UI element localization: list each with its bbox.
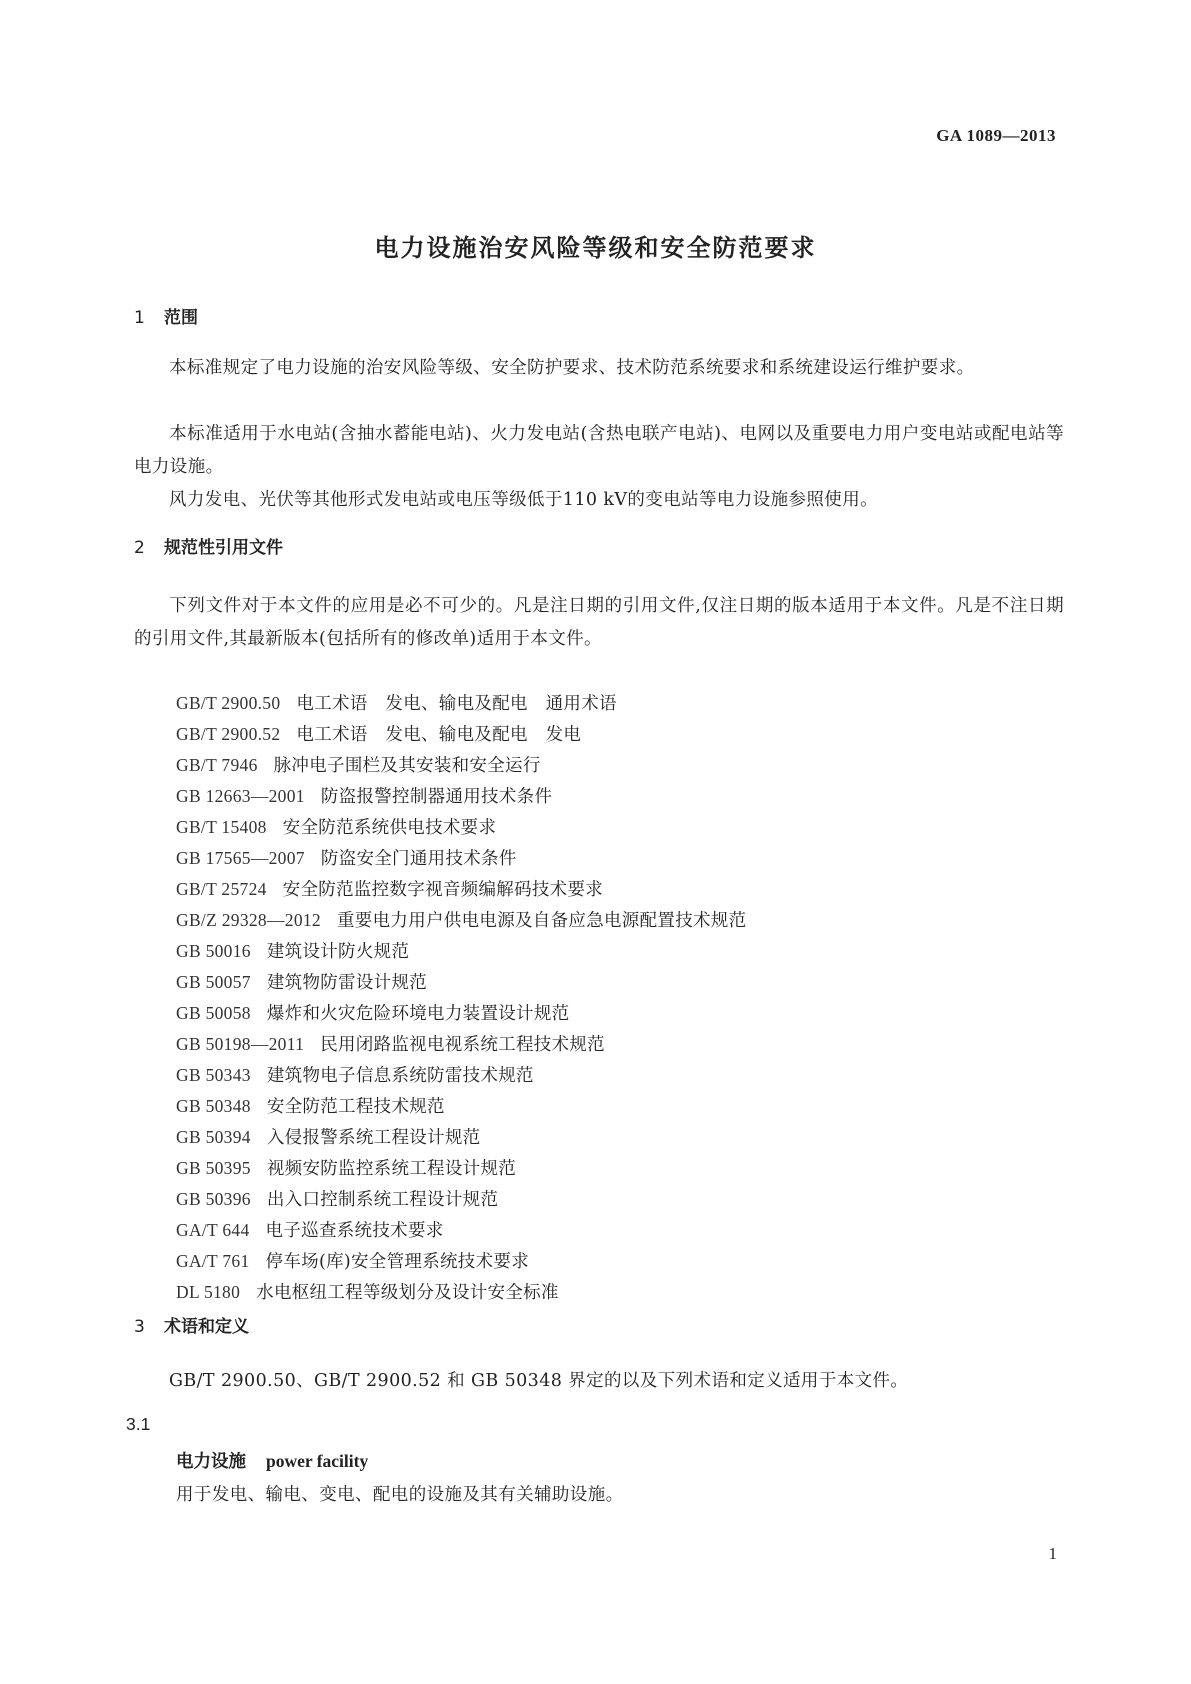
reference-title: 安全防范工程技术规范 — [266, 1097, 445, 1117]
reference-item — [176, 750, 746, 781]
section-heading-normative-references — [134, 533, 283, 558]
reference-item — [176, 905, 746, 936]
reference-code: GB 17565—2007 — [176, 848, 305, 868]
paragraph-text: GB/T 2900.50、GB/T 2900.52 和 GB 50348 界定的以及下列术语和定义适用于本文件。 — [169, 1371, 909, 1391]
paragraph-text: 本标准适用于水电站(含抽水蓄能电站)、火力发电站(含热电联产电站)、电网以及重要电力用户变电站或配电站等电力设施。 — [134, 424, 1064, 477]
reference-code: GB 12663—2001 — [176, 786, 305, 806]
reference-title: 入侵报警系统工程设计规范 — [266, 1128, 481, 1148]
reference-title: 建筑物防雷设计规范 — [266, 973, 428, 993]
reference-item — [176, 1277, 746, 1308]
reference-code: GB 50395 — [176, 1158, 251, 1178]
reference-title: 水电枢纽工程等级划分及设计安全标准 — [256, 1283, 559, 1303]
term-heading — [176, 1448, 368, 1473]
reference-code: GB/T 2900.52 — [176, 724, 281, 744]
reference-title: 防盗安全门通用技术条件 — [320, 849, 517, 869]
reference-code: GB/T 7946 — [176, 755, 258, 775]
reference-title: 民用闭路监视电视系统工程技术规范 — [320, 1035, 605, 1055]
paragraph-text: 本标准规定了电力设施的治安风险等级、安全防护要求、技术防范系统要求和系统建设运行维护要求。 — [169, 358, 975, 378]
reference-list — [176, 688, 746, 1308]
reference-code: GB/T 2900.50 — [176, 693, 281, 713]
paragraph-text: 下列文件对于本文件的应用是必不可少的。凡是注日期的引用文件,仅注日期的版本适用于本文件。凡是不注日期的引用文件,其最新版本(包括所有的修改单)适用于本文件。 — [134, 596, 1064, 649]
reference-title: 出入口控制系统工程设计规范 — [266, 1190, 499, 1210]
reference-item — [176, 719, 746, 750]
reference-item — [176, 1215, 746, 1246]
paragraph-text: 风力发电、光伏等其他形式发电站或电压等级低于110 kV的变电站等电力设施参照使用。 — [169, 490, 879, 510]
reference-title: 重要电力用户供电电源及自备应急电源配置技术规范 — [337, 911, 747, 931]
reference-code: GB/T 25724 — [176, 879, 267, 899]
reference-title: 安全防范系统供电技术要求 — [282, 818, 497, 838]
reference-item — [176, 1122, 746, 1153]
reference-item — [176, 998, 746, 1029]
page-number: 1 — [1048, 1544, 1057, 1563]
reference-title: 停车场(库)安全管理系统技术要求 — [265, 1252, 530, 1272]
reference-code: GB 50394 — [176, 1127, 251, 1147]
reference-code: GB 50343 — [176, 1065, 251, 1085]
term-definition: 用于发电、输电、变电、配电的设施及其有关辅助设施。 — [176, 1485, 624, 1505]
reference-item — [176, 1153, 746, 1184]
reference-title: 防盗报警控制器通用技术条件 — [320, 787, 553, 807]
reference-title: 爆炸和火灾危险环境电力装置设计规范 — [266, 1004, 570, 1024]
section-title: 规范性引用文件 — [164, 538, 283, 558]
section-heading-scope — [134, 303, 198, 328]
reference-code: GB/T 15408 — [176, 817, 267, 837]
section-number: 1 — [134, 308, 145, 328]
reference-title: 脉冲电子围栏及其安装和安全运行 — [273, 756, 541, 776]
document-title: 电力设施治安风险等级和安全防范要求 — [374, 234, 817, 262]
term-number: 3.1 — [126, 1414, 151, 1434]
section-title: 术语和定义 — [164, 1317, 249, 1337]
reference-code: GB 50016 — [176, 941, 251, 961]
reference-item — [176, 688, 746, 719]
reference-item — [176, 843, 746, 874]
section-heading-terms-definitions — [134, 1312, 249, 1337]
reference-code: GB 50058 — [176, 1003, 251, 1023]
reference-item — [176, 874, 746, 905]
reference-code: GB 50057 — [176, 972, 251, 992]
reference-item — [176, 967, 746, 998]
section-title: 范围 — [164, 308, 198, 328]
reference-item — [176, 1060, 746, 1091]
paragraph-scope-1 — [134, 352, 1064, 385]
term-zh: 电力设施 — [176, 1452, 246, 1472]
reference-code: GA/T 644 — [176, 1220, 250, 1240]
section-number: 3 — [134, 1317, 145, 1337]
reference-item — [176, 1246, 746, 1277]
reference-title: 电子巡查系统技术要求 — [265, 1221, 444, 1241]
reference-code: GA/T 761 — [176, 1251, 250, 1271]
reference-title: 建筑物电子信息系统防雷技术规范 — [266, 1066, 534, 1086]
reference-item — [176, 936, 746, 967]
reference-item — [176, 1184, 746, 1215]
reference-title: 电工术语 发电、输电及配电 发电 — [296, 725, 582, 745]
standard-code: GA 1089—2013 — [936, 126, 1056, 145]
reference-item — [176, 1091, 746, 1122]
reference-title: 建筑设计防火规范 — [266, 942, 410, 962]
reference-title: 视频安防监控系统工程设计规范 — [266, 1159, 517, 1179]
reference-title: 电工术语 发电、输电及配电 通用术语 — [296, 694, 617, 714]
reference-code: GB 50348 — [176, 1096, 251, 1116]
reference-title: 安全防范监控数字视音频编解码技术要求 — [282, 880, 604, 900]
reference-code: GB 50396 — [176, 1189, 251, 1209]
reference-code: DL 5180 — [176, 1282, 241, 1302]
paragraph-scope-2 — [134, 418, 1064, 484]
reference-item — [176, 781, 746, 812]
reference-code: GB/Z 29328—2012 — [176, 910, 321, 930]
paragraph-references-intro — [134, 590, 1064, 656]
paragraph-scope-3 — [134, 484, 1064, 517]
paragraph-terms-intro — [134, 1365, 1064, 1398]
term-en: power facility — [266, 1451, 369, 1471]
section-number: 2 — [134, 538, 145, 558]
reference-item — [176, 1029, 746, 1060]
reference-code: GB 50198—2011 — [176, 1034, 305, 1054]
reference-item — [176, 812, 746, 843]
